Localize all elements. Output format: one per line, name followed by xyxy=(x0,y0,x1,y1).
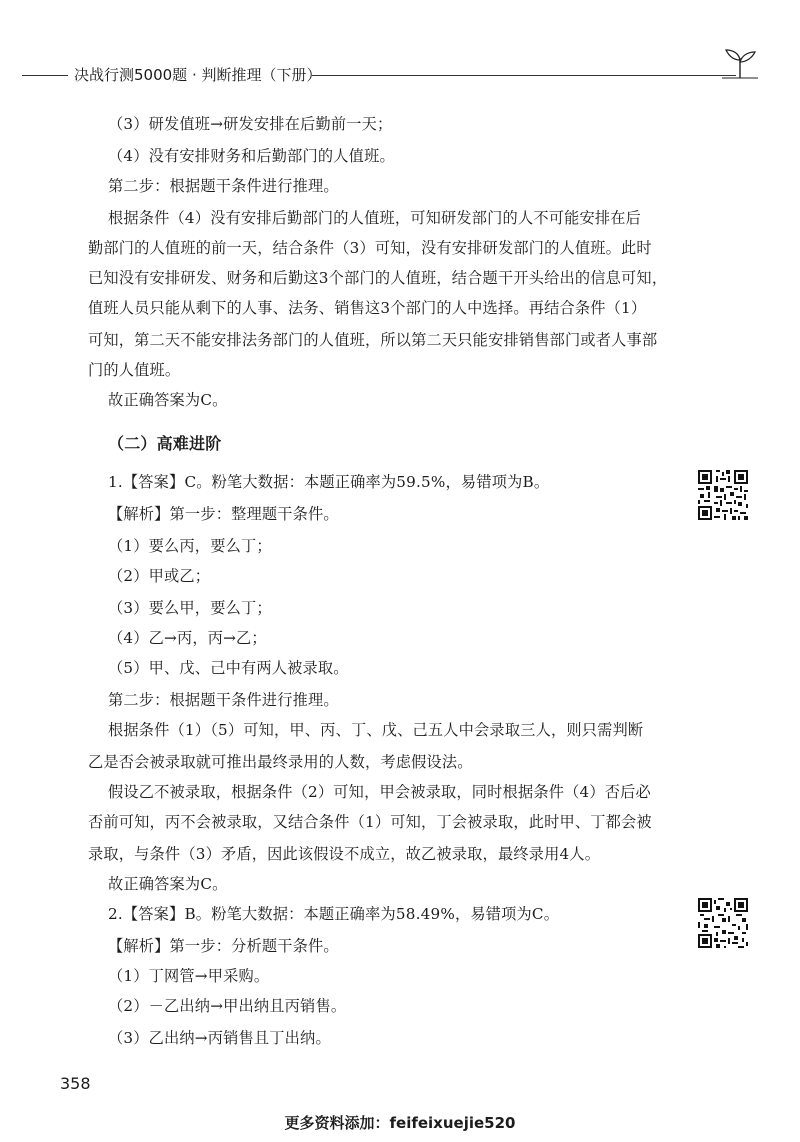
header-title: 决战行测5000题 · 判断推理（下册） xyxy=(74,66,322,84)
text-line: （3）研发值班→研发安排在后勤前一天； xyxy=(108,115,393,133)
text-line: （4）没有安排财务和后勤部门的人值班。 xyxy=(108,147,395,165)
text-line: 门的人值班。 xyxy=(88,361,181,379)
condition-line: （1）要么丙，要么丁； xyxy=(108,537,272,555)
text-line: 勤部门的人值班的前一天，结合条件（3）可知，没有安排研发部门的人值班。此时 xyxy=(88,239,652,257)
text-line: 假设乙不被录取，根据条件（2）可知，甲会被录取，同时根据条件（4）否后必 xyxy=(108,783,651,801)
text-line: 根据条件（4）没有安排后勤部门的人值班，可知研发部门的人不可能安排在后 xyxy=(108,209,642,227)
text-line: 录取，与条件（3）矛盾，因此该假设不成立，故乙被录取，最终录用4人。 xyxy=(88,845,601,863)
section-heading: （二）高难进阶 xyxy=(108,434,222,453)
text-line: 第二步：根据题干条件进行推理。 xyxy=(108,691,339,709)
analysis-heading: 【解析】第一步：分析题干条件。 xyxy=(108,937,339,955)
text-line: 根据条件（1）（5）可知，甲、丙、丁、戊、己五人中会录取三人，则只需判断 xyxy=(108,721,644,739)
footer-note: 更多资料添加：feifeixuejie520 xyxy=(284,1114,516,1132)
condition-line: （2）－乙出纳→甲出纳且丙销售。 xyxy=(108,997,347,1015)
sprout-icon xyxy=(722,48,758,82)
condition-line: （1）丁网管→甲采购。 xyxy=(108,967,270,985)
header-rule-right xyxy=(312,75,736,76)
condition-line: （3）乙出纳→丙销售且丁出纳。 xyxy=(108,1029,331,1047)
qr-code-icon[interactable] xyxy=(698,898,748,948)
condition-line: （4）乙→丙，丙→乙； xyxy=(108,629,267,647)
text-line: 故正确答案为C。 xyxy=(108,391,228,409)
text-line: 值班人员只能从剩下的人事、法务、销售这3个部门的人中选择。再结合条件（1） xyxy=(88,299,647,317)
running-header xyxy=(0,58,800,88)
text-line: 可知，第二天不能安排法务部门的人值班，所以第二天只能安排销售部门或者人事部 xyxy=(88,331,658,349)
answer-line: 1.【答案】C。粉笔大数据：本题正确率为59.5%，易错项为B。 xyxy=(108,473,550,491)
condition-line: （2）甲或乙； xyxy=(108,567,211,585)
text-line: 已知没有安排研发、财务和后勤这3个部门的人值班，结合题干开头给出的信息可知， xyxy=(88,269,668,287)
text-line: 故正确答案为C。 xyxy=(108,875,228,893)
qr-code-icon[interactable] xyxy=(698,470,748,520)
condition-line: （3）要么甲，要么丁； xyxy=(108,599,272,617)
page-number: 358 xyxy=(60,1074,91,1093)
text-line: 第二步：根据题干条件进行推理。 xyxy=(108,177,339,195)
analysis-heading: 【解析】第一步：整理题干条件。 xyxy=(108,505,339,523)
header-rule-left xyxy=(22,75,68,76)
text-line: 否前可知，丙不会被录取，又结合条件（1）可知，丁会被录取，此时甲、丁都会被 xyxy=(88,813,652,831)
answer-line: 2.【答案】B。粉笔大数据：本题正确率为58.49%，易错项为C。 xyxy=(108,905,560,923)
text-line: 乙是否会被录取就可推出最终录用的人数，考虑假设法。 xyxy=(88,753,473,771)
condition-line: （5）甲、戊、己中有两人被录取。 xyxy=(108,659,349,677)
